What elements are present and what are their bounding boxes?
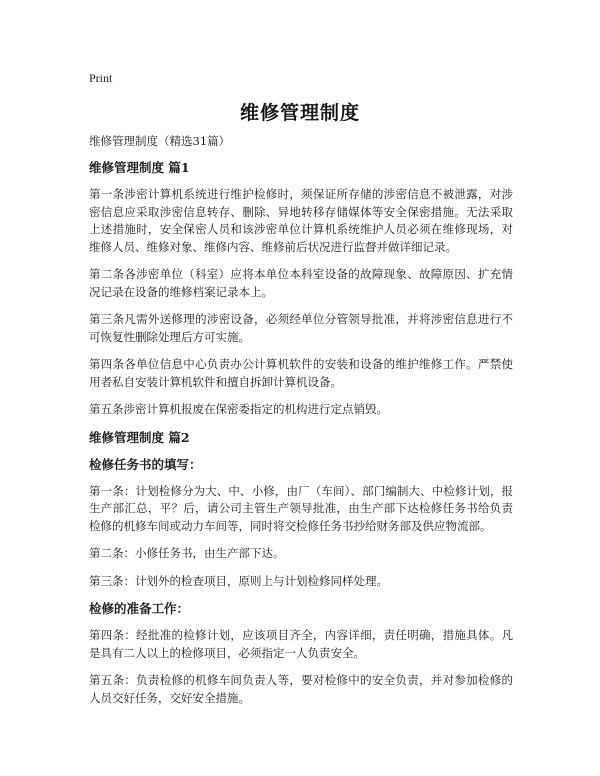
subheading-preparation: 检修的准备工作： bbox=[89, 601, 190, 616]
paragraph: 第一条涉密计算机系统进行维护检修时，须保证所存储的涉密信息不被泄露，对涉密信息应采取涉密信息转存、删除、异地转移存储媒体等安全保密措施。无法采取上述措施时，安全保密人员和该涉密单位计算机系统维护人员必须在维修现场，对维修人员、维修对象、维修内容、维修前后状况进行监督并做详细记录。 bbox=[89, 187, 513, 254]
paragraph: 第五条涉密计算机报废在保密委指定的机构进行定点销毁。 bbox=[89, 402, 388, 416]
subheading-task-form: 检修任务书的填写： bbox=[89, 456, 202, 472]
print-link[interactable]: Print bbox=[89, 71, 113, 85]
paragraph: 第二条各涉密单位（科室）应将本单位本科室设备的故障现象、故障原因、扩充情况记录在设备的维修档案记录本上。 bbox=[89, 267, 513, 299]
section-heading-1: 维修管理制度 篇1 bbox=[89, 160, 190, 175]
paragraph: 第一条：计划检修分为大、中、小修，由厂（车间）、部门编制大、中检修计划，报生产部汇总，平？后，请公司主管生产领导批准，由生产部下达检修任务书给负责检修的机修车间或动力车间等，同时将交检修任务书抄给财务部及供应物流部。 bbox=[89, 483, 513, 533]
paragraph: 第三条凡需外送修理的涉密设备，必须经单位分管领导批准，并将涉密信息进行不可恢复性删除处理后方可实施。 bbox=[89, 312, 513, 344]
page-title: 维修管理制度 bbox=[239, 102, 360, 124]
paragraph: 第三条：计划外的检查项目，原则上与计划检修同样处理。 bbox=[89, 573, 388, 588]
document-body bbox=[89, 132, 513, 717]
document-subtitle: 维修管理制度（精选31篇） bbox=[89, 134, 231, 148]
paragraph: 第五条：负责检修的机修车间负责人等，要对检修中的安全负责，并对参加检修的人员交好任务，交好安全措施。 bbox=[89, 673, 513, 705]
paragraph: 第四条各单位信息中心负责办公计算机软件的安装和设备的维护维修工作。严禁使用者私自安装计算机软件和擅自拆卸计算机设备。 bbox=[89, 357, 513, 389]
paragraph: 第四条：经批准的检修计划，应该项目齐全，内容详细，责任明确，措施具体。凡是具有二人以上的检修项目，必须指定一人负责安全。 bbox=[89, 628, 513, 660]
section-heading-2: 维修管理制度 篇2 bbox=[89, 429, 190, 445]
paragraph: 第二条：小修任务书，由生产部下达。 bbox=[89, 546, 285, 560]
